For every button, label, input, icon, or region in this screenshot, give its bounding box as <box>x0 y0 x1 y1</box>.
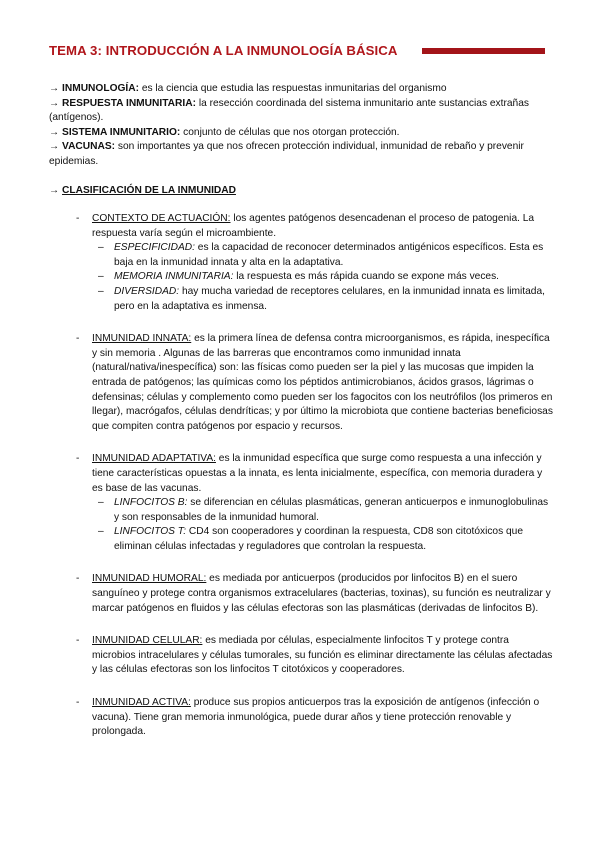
dash-bullet: - <box>76 697 80 709</box>
dash-bullet: - <box>76 213 80 224</box>
item-text: produce sus propios anticuerpos tras la exposición de antígenos (infección o vacuna). Tiene gran memoria inmunológica, puede durar años y tiene protección renovable y prolongada. <box>92 697 540 738</box>
section-heading-label: CLASIFICACIÓN DE LA INMUNIDAD <box>62 185 236 196</box>
item-term: INMUNIDAD INNATA: <box>92 333 192 345</box>
definition-term: SISTEMA INMUNITARIO: <box>62 126 181 138</box>
definition-term: RESPUESTA INMUNITARIA: <box>62 97 196 109</box>
item-term: CONTEXTO DE ACTUACIÓN: <box>92 213 231 224</box>
definition-text: es la ciencia que estudia las respuestas inmunitarias del organismo <box>139 83 447 94</box>
item-term: INMUNIDAD ADAPTATIVA: <box>92 453 216 465</box>
sub-item-text: la respuesta es más rápida cuando se expone más veces. <box>233 271 500 283</box>
definition-text: la resección coordinada del sistema inmunitario ante sustancias extrañas (antígenos). <box>49 97 529 124</box>
sub-item-term: LINFOCITOS T: <box>114 526 187 538</box>
title-rule <box>422 48 545 54</box>
item-text: es mediada por células, especialmente linfocitos T y protege contra microbios intracelulares y células tumorales, su función es eliminar directamente las células afectadas y las células efectoras son los linfocitos T citotóxicos y cooperadores. <box>92 635 553 676</box>
sub-dash-bullet: – <box>98 497 104 509</box>
dash-bullet: - <box>76 333 80 345</box>
definition-text: conjunto de células que nos otorgan protección. <box>180 126 400 138</box>
item-term: INMUNIDAD CELULAR: <box>92 635 203 647</box>
definition-term: VACUNAS: <box>62 141 116 153</box>
item-text: es la primera línea de defensa contra microorganismos, es rápida, inespecífica y sin memoria . Algunas de las barreras que encontramos como inmunidad innata (natural/nativa/inespecífica) son: las físicas como pueden ser la piel y las mucosas que impiden la entrada de patógenos; las químicas como los péptidos antimicrobianos, ácidos grasos, lágrimas o defensinas; células y complemento como pueden ser los fagocitos con los neutrófilos (los primeros en llegar), macrógafos, células dendríticas; y por último la microbiota que contiene bacterias beneficiosas que compiten contra patógenos por espacio y recursos. <box>92 333 553 432</box>
definition-item <box>49 140 549 169</box>
arrow-icon: → <box>49 83 60 94</box>
page-title: TEMA 3: INTRODUCCIÓN A LA INMUNOLOGÍA BÁSICA <box>49 43 398 58</box>
arrow-icon: → <box>49 141 60 153</box>
item-text: los agentes patógenos desencadenan el proceso de patogenia. La respuesta varía según el microambiente. <box>92 213 535 239</box>
sub-item-text: es la capacidad de reconocer determinados antigénicos específicos. Esta es baja en la inmunidad innata y alta en la adaptativa. <box>114 242 544 268</box>
dash-bullet: - <box>76 453 80 465</box>
definitions-list <box>49 82 549 170</box>
definition-item <box>49 82 549 97</box>
sub-item-text: hay mucha variedad de receptores celulares, en la inmunidad innata es limitada, pero en la adaptativa es inmensa. <box>114 285 545 312</box>
arrow-icon: → <box>49 97 60 109</box>
sub-list-item <box>76 285 554 314</box>
sub-item-text: se diferencian en células plasmáticas, generan anticuerpos e inmunoglobulinas y son responsables de la inmunidad humoral. <box>114 497 549 523</box>
definition-item <box>49 97 549 126</box>
list-item <box>76 332 554 434</box>
item-term: INMUNIDAD ACTIVA: <box>92 697 191 709</box>
list-item <box>76 212 554 241</box>
sub-dash-bullet: – <box>98 271 104 283</box>
sub-item-term: ESPECIFICIDAD: <box>114 242 195 254</box>
title-row <box>49 44 549 64</box>
arrow-icon: → <box>49 126 60 138</box>
item-text: es mediada por anticuerpos (producidos por linfocitos B) en el suero sanguíneo y protege contra organismos extracelulares (bacterias, toxinas), su función es neutralizar y marcar patógenos en fluidos y las células efectoras son las plasmáticas (derivadas de linfocitos B). <box>92 573 551 614</box>
sub-dash-bullet: – <box>98 526 104 538</box>
list-item <box>76 452 554 496</box>
sub-item-term: DIVERSIDAD: <box>114 285 180 297</box>
section-heading <box>49 184 236 199</box>
sub-item-text: CD4 son cooperadores y coordinan la respuesta, CD8 son citotóxicos que eliminan células infectadas y reguladores que controlan la respuesta. <box>114 526 524 552</box>
sub-list-item <box>76 525 554 554</box>
dash-bullet: - <box>76 573 80 585</box>
sub-dash-bullet: – <box>98 242 104 254</box>
sub-list-item <box>76 496 554 525</box>
item-term: INMUNIDAD HUMORAL: <box>92 573 207 585</box>
classification-list <box>76 212 554 740</box>
definition-text: son importantes ya que nos ofrecen protección individual, inmunidad de rebaño y prevenir epidemias. <box>49 141 524 167</box>
sub-item-term: MEMORIA INMUNITARIA: <box>114 271 234 283</box>
list-item <box>76 696 554 740</box>
dash-bullet: - <box>76 635 80 647</box>
sub-list-item <box>76 270 554 285</box>
item-text: es la inmunidad específica que surge como respuesta a una infección y tiene características opuestas a la innata, es lenta inicialmente, específica, con memoria duradera y es base de las vacunas. <box>92 453 543 494</box>
definition-item <box>49 126 549 141</box>
list-item <box>76 572 554 616</box>
arrow-icon: → <box>49 185 60 196</box>
list-item <box>76 634 554 678</box>
sub-item-term: LINFOCITOS B: <box>114 497 188 509</box>
sub-list-item <box>76 241 554 270</box>
definition-term: INMUNOLOGÍA: <box>62 83 139 94</box>
sub-dash-bullet: – <box>98 285 104 297</box>
